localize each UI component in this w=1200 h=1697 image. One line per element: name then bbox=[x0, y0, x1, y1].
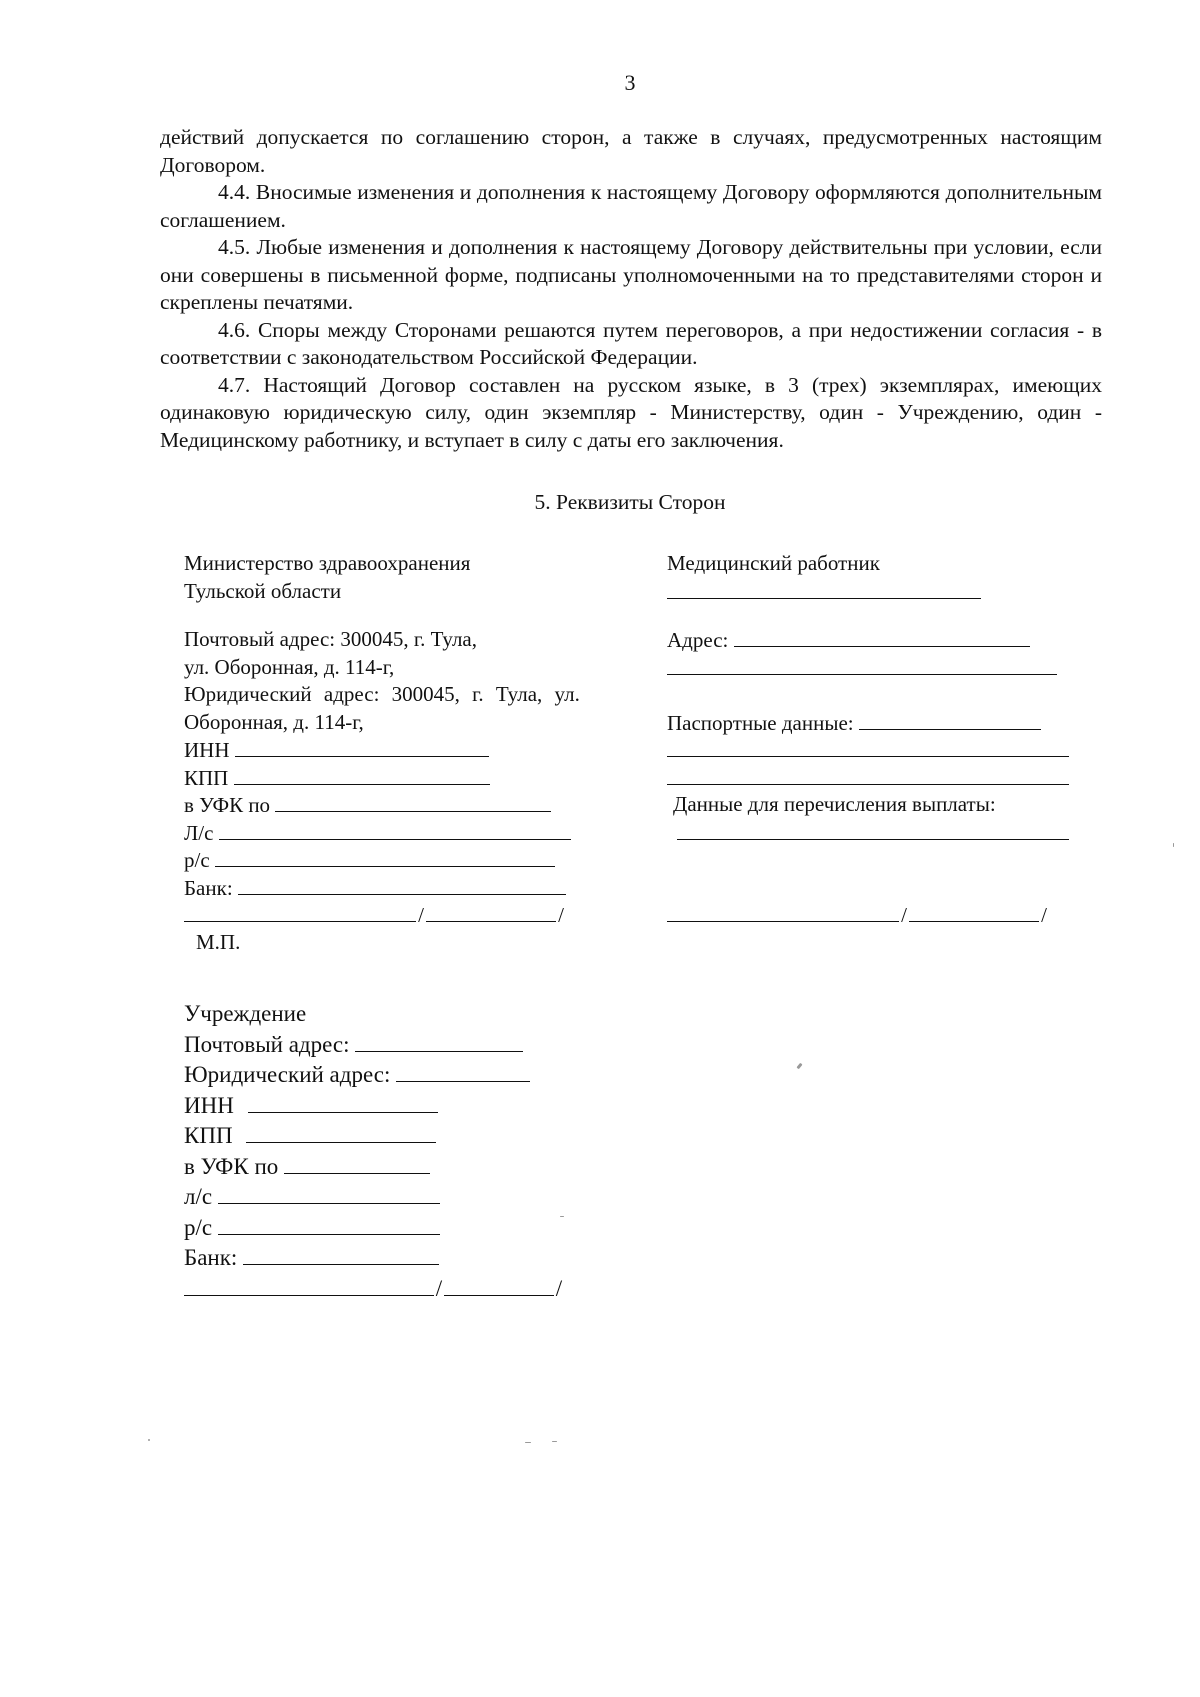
worker-passport-blank-3 bbox=[667, 764, 1069, 785]
clause-continuation: действий допускается по соглашению сторон, а также в случаях, предусмотренных настоящим Договором. bbox=[160, 125, 1102, 177]
institution-ufk-blank bbox=[284, 1153, 430, 1174]
ministry-signature-row bbox=[184, 901, 654, 929]
worker-passport-blank bbox=[859, 709, 1041, 730]
section-title: 5. Реквизиты Сторон bbox=[534, 490, 726, 514]
institution-ufk-row bbox=[184, 1152, 604, 1183]
ministry-rs-blank bbox=[215, 846, 555, 867]
scan-speck bbox=[552, 1441, 557, 1442]
ministry-kpp-label: КПП bbox=[184, 765, 229, 790]
ministry-inn-blank bbox=[235, 736, 489, 757]
contract-clauses bbox=[160, 124, 1102, 454]
clause-4-5: 4.5. Любые изменения и дополнения к настоящему Договору действительны при условии, если они совершены в письменной форме, подписаны уполномоченными на то представителями сторон и скреплены печатями. bbox=[160, 235, 1102, 314]
worker-address-blank bbox=[734, 626, 1030, 647]
institution-postal-label: Почтовый адрес: bbox=[184, 1031, 350, 1057]
worker-passport-row-2 bbox=[667, 736, 1087, 764]
ministry-bank-row bbox=[184, 874, 654, 902]
worker-address-blank-2 bbox=[667, 654, 1057, 675]
scan-speck bbox=[796, 1063, 802, 1070]
ministry-inn-row bbox=[184, 736, 654, 764]
ministry-slash-1: / bbox=[418, 903, 424, 927]
ministry-postal-line1: Почтовый адрес: 300045, г. Тула, bbox=[184, 627, 478, 651]
worker-address-row bbox=[667, 626, 1087, 654]
ministry-ufk-row bbox=[184, 791, 654, 819]
institution-ufk-label: в УФК по bbox=[184, 1153, 279, 1179]
worker-passport-row-3 bbox=[667, 764, 1087, 792]
institution-rs-label: р/с bbox=[184, 1214, 213, 1240]
ministry-ls-blank bbox=[219, 819, 571, 840]
institution-inn-row bbox=[184, 1091, 604, 1122]
institution-signature-row bbox=[184, 1274, 604, 1305]
institution-ls-blank bbox=[218, 1183, 440, 1204]
scan-speck bbox=[560, 1216, 564, 1217]
worker-payment-label: Данные для перечисления выплаты: bbox=[673, 792, 996, 816]
institution-signature-name-blank bbox=[444, 1275, 554, 1296]
institution-ls-row bbox=[184, 1182, 604, 1213]
ministry-kpp-blank bbox=[234, 764, 490, 785]
ministry-rs-label: р/с bbox=[184, 848, 210, 872]
ministry-legal-line2: Оборонная, д. 114-г, bbox=[184, 709, 364, 734]
institution-kpp-blank bbox=[246, 1122, 436, 1143]
worker-address-label: Адрес: bbox=[667, 628, 729, 652]
institution-kpp-label: КПП bbox=[184, 1123, 233, 1148]
ministry-bank-label: Банк: bbox=[184, 875, 233, 900]
ministry-rs-row bbox=[184, 846, 654, 874]
ministry-signature-blank bbox=[184, 901, 416, 922]
worker-passport-blank-2 bbox=[667, 736, 1069, 757]
institution-requisites bbox=[184, 999, 604, 1304]
institution-legal-blank bbox=[396, 1061, 530, 1082]
institution-rs-row bbox=[184, 1213, 604, 1244]
ministry-slash-2: / bbox=[558, 903, 564, 927]
worker-passport-row bbox=[667, 709, 1087, 737]
institution-slash-1: / bbox=[435, 1275, 443, 1301]
institution-title: Учреждение bbox=[184, 1001, 307, 1026]
institution-postal-row bbox=[184, 1030, 604, 1061]
page-number: 3 bbox=[624, 70, 636, 95]
institution-legal-row bbox=[184, 1060, 604, 1091]
scan-speck bbox=[148, 1439, 150, 1441]
worker-payment-blank bbox=[677, 819, 1069, 840]
worker-signature-row bbox=[667, 901, 1087, 929]
institution-postal-blank bbox=[355, 1031, 523, 1052]
institution-legal-label: Юридический адрес: bbox=[184, 1062, 391, 1087]
worker-passport-label: Паспортные данные: bbox=[667, 710, 854, 735]
institution-rs-blank bbox=[218, 1214, 440, 1235]
ministry-bank-blank bbox=[238, 874, 566, 895]
institution-ls-label: л/с bbox=[184, 1184, 213, 1209]
ministry-ls-label: Л/с bbox=[184, 820, 214, 845]
ministry-postal-line2: ул. Оборонная, д. 114-г, bbox=[184, 654, 395, 679]
worker-payment-row bbox=[667, 819, 1087, 847]
ministry-name-line1: Министерство здравоохранения bbox=[184, 551, 471, 575]
institution-slash-2: / bbox=[555, 1275, 563, 1301]
worker-name-row bbox=[667, 578, 1087, 606]
ministry-ufk-label: в УФК по bbox=[184, 793, 271, 817]
scan-speck bbox=[1173, 843, 1174, 847]
institution-bank-row bbox=[184, 1243, 604, 1274]
ministry-stamp-label: М.П. bbox=[196, 929, 241, 954]
ministry-legal-line1: Юридический адрес: 300045, г. Тула, ул. bbox=[184, 682, 580, 706]
worker-slash-2: / bbox=[1041, 903, 1047, 927]
worker-signature-name-blank bbox=[909, 901, 1039, 922]
worker-name-blank bbox=[667, 578, 981, 599]
institution-inn-blank bbox=[248, 1092, 438, 1113]
clause-4-4: 4.4. Вносимые изменения и дополнения к настоящему Договору оформляются дополнительным соглашением. bbox=[160, 180, 1102, 232]
worker-signature-blank bbox=[667, 901, 899, 922]
clause-4-7: 4.7. Настоящий Договор составлен на русском языке, в 3 (трех) экземплярах, имеющих одинаковую юридическую силу, один экземпляр - Министерству, один - Учреждению, один - Медицинскому работнику, и вступает в силу с даты его заключения. bbox=[160, 372, 1102, 452]
scan-speck bbox=[525, 1442, 531, 1443]
institution-inn-label: ИНН bbox=[184, 1092, 234, 1118]
institution-bank-blank bbox=[243, 1244, 439, 1265]
institution-signature-blank bbox=[184, 1275, 434, 1296]
worker-requisites bbox=[667, 550, 1087, 929]
ministry-signature-name-blank bbox=[426, 901, 556, 922]
ministry-inn-label: ИНН bbox=[184, 738, 230, 762]
institution-bank-label: Банк: bbox=[184, 1245, 238, 1270]
ministry-ufk-blank bbox=[275, 791, 551, 812]
worker-address-row-2 bbox=[667, 654, 1087, 682]
worker-slash-1: / bbox=[901, 903, 907, 927]
ministry-kpp-row bbox=[184, 764, 654, 792]
ministry-name-line2: Тульской области bbox=[184, 578, 342, 603]
clause-4-6: 4.6. Споры между Сторонами решаются путем переговоров, а при недостижении согласия - в соответствии с законодательством Российской Федерации. bbox=[160, 317, 1102, 369]
ministry-ls-row bbox=[184, 819, 654, 847]
institution-kpp-row bbox=[184, 1121, 604, 1152]
worker-title: Медицинский работник bbox=[667, 551, 880, 575]
ministry-requisites bbox=[184, 550, 654, 956]
